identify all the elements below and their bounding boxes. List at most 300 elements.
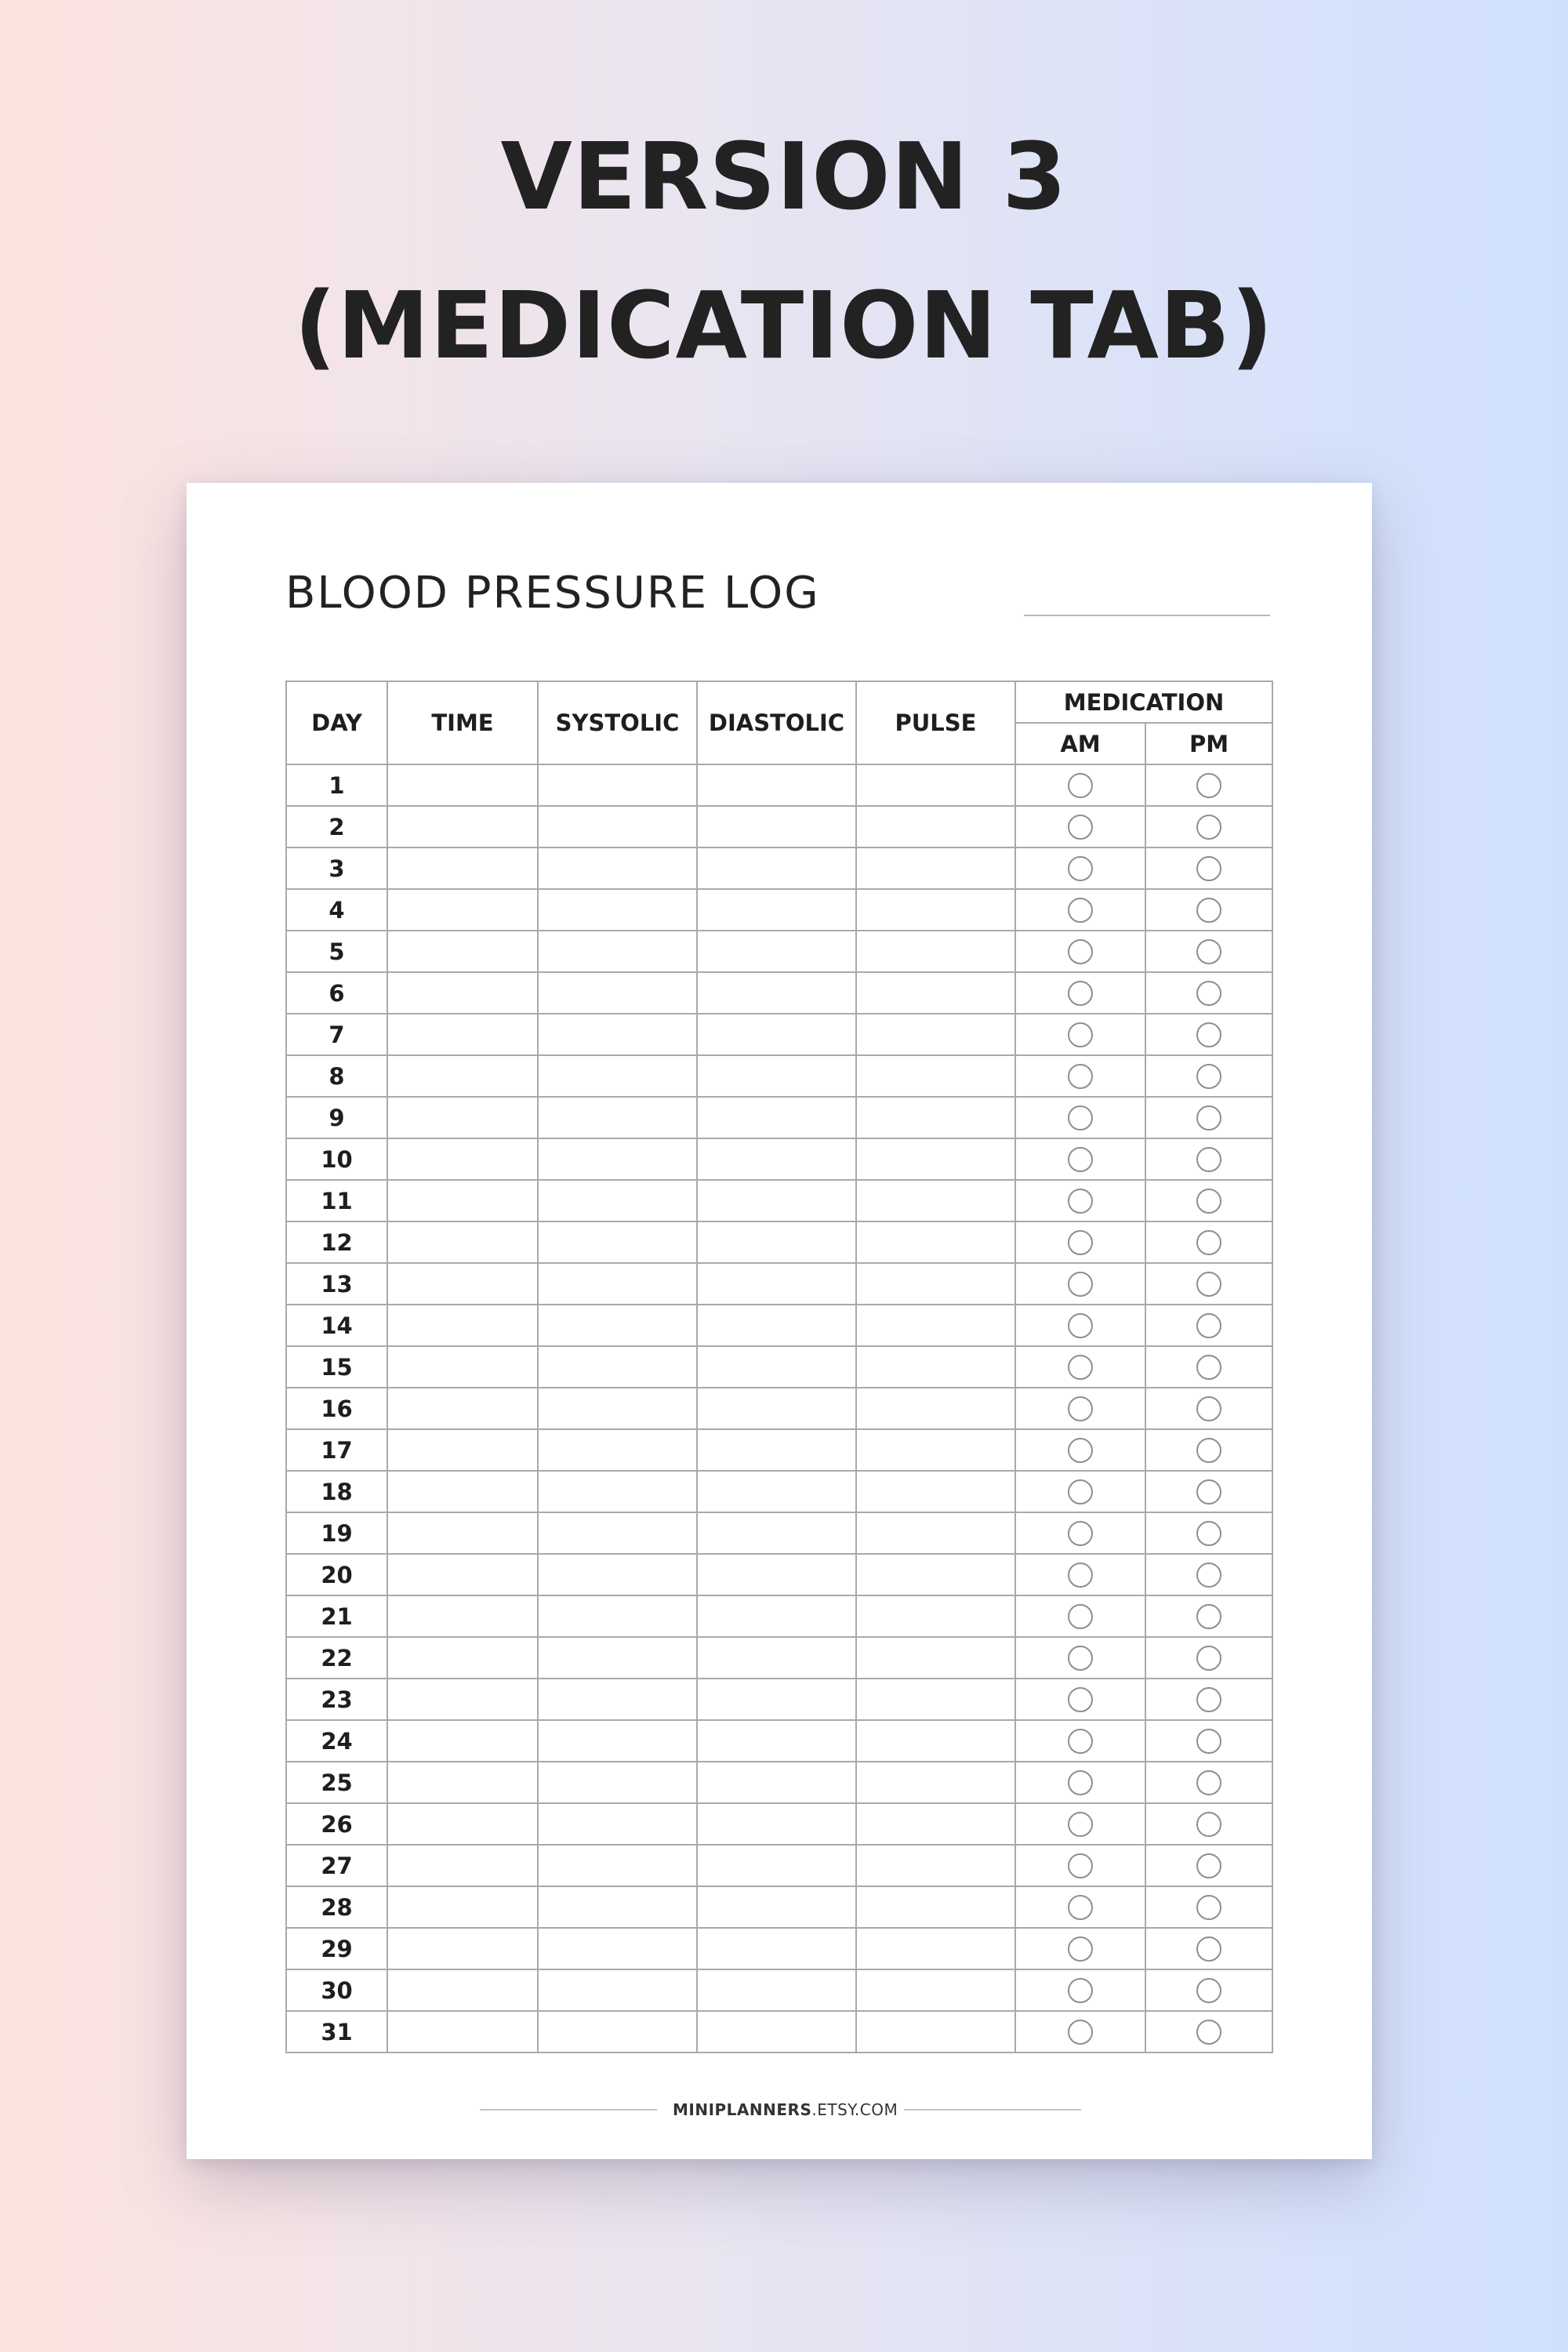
medication-am-checkbox[interactable] xyxy=(1068,939,1093,964)
time-cell[interactable] xyxy=(387,1263,538,1305)
time-cell[interactable] xyxy=(387,848,538,889)
table-row xyxy=(286,1388,1272,1429)
systolic-cell[interactable] xyxy=(538,1388,697,1429)
systolic-cell[interactable] xyxy=(538,889,697,931)
medication-am-checkbox[interactable] xyxy=(1068,981,1093,1006)
medication-am-cell xyxy=(1015,1762,1145,1803)
medication-pm-checkbox[interactable] xyxy=(1196,773,1221,798)
systolic-cell[interactable] xyxy=(538,1305,697,1346)
time-cell[interactable] xyxy=(387,1346,538,1388)
time-cell[interactable] xyxy=(387,1014,538,1055)
diastolic-cell[interactable] xyxy=(697,1720,856,1762)
medication-pm-cell xyxy=(1145,1014,1272,1055)
col-header-systolic: SYSTOLIC xyxy=(538,681,697,764)
medication-am-checkbox[interactable] xyxy=(1068,1355,1093,1380)
systolic-cell[interactable] xyxy=(538,1845,697,1886)
pulse-cell[interactable] xyxy=(856,2011,1015,2053)
day-number: 20 xyxy=(286,1554,387,1595)
medication-am-cell xyxy=(1015,1845,1145,1886)
diastolic-cell[interactable] xyxy=(697,1554,856,1595)
systolic-cell[interactable] xyxy=(538,1471,697,1512)
diastolic-cell[interactable] xyxy=(697,1886,856,1928)
table-row xyxy=(286,1180,1272,1221)
medication-pm-checkbox[interactable] xyxy=(1196,1396,1221,1421)
day-number: 31 xyxy=(286,2011,387,2053)
medication-pm-checkbox[interactable] xyxy=(1196,1105,1221,1131)
pulse-cell[interactable] xyxy=(856,1512,1015,1554)
pulse-cell[interactable] xyxy=(856,1803,1015,1845)
medication-am-checkbox[interactable] xyxy=(1068,773,1093,798)
time-cell[interactable] xyxy=(387,1138,538,1180)
systolic-cell[interactable] xyxy=(538,1720,697,1762)
diastolic-cell[interactable] xyxy=(697,1138,856,1180)
medication-pm-checkbox[interactable] xyxy=(1196,1230,1221,1255)
medication-am-checkbox[interactable] xyxy=(1068,1604,1093,1629)
medication-am-checkbox[interactable] xyxy=(1068,1105,1093,1131)
medication-am-checkbox[interactable] xyxy=(1068,1770,1093,1795)
medication-am-checkbox[interactable] xyxy=(1068,898,1093,923)
time-cell[interactable] xyxy=(387,931,538,972)
medication-pm-checkbox[interactable] xyxy=(1196,1812,1221,1837)
systolic-cell[interactable] xyxy=(538,1346,697,1388)
time-cell[interactable] xyxy=(387,1305,538,1346)
table-row xyxy=(286,972,1272,1014)
diastolic-cell[interactable] xyxy=(697,1305,856,1346)
day-number: 16 xyxy=(286,1388,387,1429)
day-number: 7 xyxy=(286,1014,387,1055)
diastolic-cell[interactable] xyxy=(697,1471,856,1512)
medication-am-checkbox[interactable] xyxy=(1068,1895,1093,1920)
medication-am-checkbox[interactable] xyxy=(1068,1438,1093,1463)
medication-am-checkbox[interactable] xyxy=(1068,856,1093,881)
diastolic-cell[interactable] xyxy=(697,1429,856,1471)
pulse-cell[interactable] xyxy=(856,1845,1015,1886)
systolic-cell[interactable] xyxy=(538,1554,697,1595)
pulse-cell[interactable] xyxy=(856,1429,1015,1471)
time-cell[interactable] xyxy=(387,1803,538,1845)
diastolic-cell[interactable] xyxy=(697,1221,856,1263)
medication-am-cell xyxy=(1015,1014,1145,1055)
medication-am-cell xyxy=(1015,1305,1145,1346)
medication-pm-checkbox[interactable] xyxy=(1196,1064,1221,1089)
time-cell[interactable] xyxy=(387,1969,538,2011)
col-header-day: DAY xyxy=(286,681,387,764)
medication-am-cell xyxy=(1015,1097,1145,1138)
footer-brand-rest: .ETSY.COM xyxy=(811,2100,898,2119)
medication-am-checkbox[interactable] xyxy=(1068,1812,1093,1837)
diastolic-cell[interactable] xyxy=(697,972,856,1014)
footer-brand-bold: MINIPLANNERS xyxy=(673,2100,812,2119)
medication-am-checkbox[interactable] xyxy=(1068,1563,1093,1588)
medication-am-cell xyxy=(1015,806,1145,848)
medication-am-checkbox[interactable] xyxy=(1068,2020,1093,2045)
medication-pm-checkbox[interactable] xyxy=(1196,1936,1221,1962)
medication-am-cell xyxy=(1015,931,1145,972)
time-cell[interactable] xyxy=(387,1679,538,1720)
medication-am-cell xyxy=(1015,2011,1145,2053)
diastolic-cell[interactable] xyxy=(697,1180,856,1221)
diastolic-cell[interactable] xyxy=(697,1014,856,1055)
title-write-in-line xyxy=(1024,615,1270,616)
medication-am-cell xyxy=(1015,972,1145,1014)
diastolic-cell[interactable] xyxy=(697,1512,856,1554)
medication-pm-checkbox[interactable] xyxy=(1196,1355,1221,1380)
medication-am-cell xyxy=(1015,1595,1145,1637)
diastolic-cell[interactable] xyxy=(697,806,856,848)
systolic-cell[interactable] xyxy=(538,848,697,889)
systolic-cell[interactable] xyxy=(538,1097,697,1138)
diastolic-cell[interactable] xyxy=(697,1263,856,1305)
medication-pm-cell xyxy=(1145,1305,1272,1346)
medication-am-cell xyxy=(1015,1221,1145,1263)
day-number: 25 xyxy=(286,1762,387,1803)
pulse-cell[interactable] xyxy=(856,1097,1015,1138)
medication-am-checkbox[interactable] xyxy=(1068,1147,1093,1172)
diastolic-cell[interactable] xyxy=(697,1097,856,1138)
table-header xyxy=(286,681,1272,764)
systolic-cell[interactable] xyxy=(538,764,697,806)
pulse-cell[interactable] xyxy=(856,848,1015,889)
pulse-cell[interactable] xyxy=(856,1928,1015,1969)
day-number: 29 xyxy=(286,1928,387,1969)
medication-pm-cell xyxy=(1145,1720,1272,1762)
col-header-diastolic: DIASTOLIC xyxy=(697,681,856,764)
medication-pm-cell xyxy=(1145,1554,1272,1595)
diastolic-cell[interactable] xyxy=(697,1388,856,1429)
medication-am-cell xyxy=(1015,1263,1145,1305)
pulse-cell[interactable] xyxy=(856,1720,1015,1762)
pulse-cell[interactable] xyxy=(856,1138,1015,1180)
headline xyxy=(0,102,1568,400)
diastolic-cell[interactable] xyxy=(697,1803,856,1845)
pulse-cell[interactable] xyxy=(856,1886,1015,1928)
pulse-cell[interactable] xyxy=(856,1263,1015,1305)
pulse-cell[interactable] xyxy=(856,972,1015,1014)
medication-pm-checkbox[interactable] xyxy=(1196,1563,1221,1588)
pulse-cell[interactable] xyxy=(856,806,1015,848)
medication-pm-checkbox[interactable] xyxy=(1196,1729,1221,1754)
medication-pm-cell xyxy=(1145,1803,1272,1845)
table-row xyxy=(286,848,1272,889)
medication-pm-checkbox[interactable] xyxy=(1196,1604,1221,1629)
medication-am-cell xyxy=(1015,764,1145,806)
medication-pm-cell xyxy=(1145,1388,1272,1429)
diastolic-cell[interactable] xyxy=(697,848,856,889)
time-cell[interactable] xyxy=(387,1762,538,1803)
systolic-cell[interactable] xyxy=(538,1595,697,1637)
day-number: 22 xyxy=(286,1637,387,1679)
medication-pm-cell xyxy=(1145,806,1272,848)
systolic-cell[interactable] xyxy=(538,1969,697,2011)
diastolic-cell[interactable] xyxy=(697,1969,856,2011)
table-row xyxy=(286,1429,1272,1471)
systolic-cell[interactable] xyxy=(538,2011,697,2053)
systolic-cell[interactable] xyxy=(538,1803,697,1845)
systolic-cell[interactable] xyxy=(538,1512,697,1554)
medication-pm-checkbox[interactable] xyxy=(1196,1687,1221,1712)
table-row xyxy=(286,1762,1272,1803)
day-number: 24 xyxy=(286,1720,387,1762)
table-row xyxy=(286,806,1272,848)
medication-pm-checkbox[interactable] xyxy=(1196,1978,1221,2003)
medication-pm-cell xyxy=(1145,1263,1272,1305)
pulse-cell[interactable] xyxy=(856,1595,1015,1637)
medication-pm-checkbox[interactable] xyxy=(1196,1022,1221,1047)
systolic-cell[interactable] xyxy=(538,1263,697,1305)
diastolic-cell[interactable] xyxy=(697,889,856,931)
diastolic-cell[interactable] xyxy=(697,1346,856,1388)
medication-am-checkbox[interactable] xyxy=(1068,1272,1093,1297)
medication-pm-cell xyxy=(1145,889,1272,931)
table-row xyxy=(286,1720,1272,1762)
medication-pm-cell xyxy=(1145,1512,1272,1554)
medication-pm-cell xyxy=(1145,1097,1272,1138)
table-row xyxy=(286,1679,1272,1720)
medication-am-cell xyxy=(1015,1679,1145,1720)
medication-pm-checkbox[interactable] xyxy=(1196,1770,1221,1795)
time-cell[interactable] xyxy=(387,1180,538,1221)
pulse-cell[interactable] xyxy=(856,1346,1015,1388)
medication-am-checkbox[interactable] xyxy=(1068,815,1093,840)
medication-pm-cell xyxy=(1145,1969,1272,2011)
time-cell[interactable] xyxy=(387,1221,538,1263)
day-number: 30 xyxy=(286,1969,387,2011)
time-cell[interactable] xyxy=(387,1845,538,1886)
table-row xyxy=(286,1138,1272,1180)
systolic-cell[interactable] xyxy=(538,1014,697,1055)
table-row xyxy=(286,1886,1272,1928)
time-cell[interactable] xyxy=(387,1928,538,1969)
time-cell[interactable] xyxy=(387,972,538,1014)
table-row xyxy=(286,1471,1272,1512)
table-row xyxy=(286,1055,1272,1097)
time-cell[interactable] xyxy=(387,1388,538,1429)
medication-pm-checkbox[interactable] xyxy=(1196,1853,1221,1878)
table-row xyxy=(286,1263,1272,1305)
medication-am-checkbox[interactable] xyxy=(1068,1396,1093,1421)
pulse-cell[interactable] xyxy=(856,1679,1015,1720)
systolic-cell[interactable] xyxy=(538,1679,697,1720)
medication-am-cell xyxy=(1015,1429,1145,1471)
col-header-time: TIME xyxy=(387,681,538,764)
medication-pm-checkbox[interactable] xyxy=(1196,939,1221,964)
pulse-cell[interactable] xyxy=(856,931,1015,972)
pulse-cell[interactable] xyxy=(856,1388,1015,1429)
diastolic-cell[interactable] xyxy=(697,1595,856,1637)
table-row xyxy=(286,1595,1272,1637)
systolic-cell[interactable] xyxy=(538,1886,697,1928)
medication-am-checkbox[interactable] xyxy=(1068,1646,1093,1671)
medication-pm-checkbox[interactable] xyxy=(1196,1272,1221,1297)
medication-am-cell xyxy=(1015,1471,1145,1512)
footer-rule-right xyxy=(904,2109,1081,2111)
systolic-cell[interactable] xyxy=(538,972,697,1014)
time-cell[interactable] xyxy=(387,1720,538,1762)
medication-am-cell xyxy=(1015,1969,1145,2011)
medication-am-checkbox[interactable] xyxy=(1068,1978,1093,2003)
day-number: 13 xyxy=(286,1263,387,1305)
systolic-cell[interactable] xyxy=(538,1429,697,1471)
medication-am-checkbox[interactable] xyxy=(1068,1022,1093,1047)
table-row xyxy=(286,889,1272,931)
medication-pm-checkbox[interactable] xyxy=(1196,1313,1221,1338)
medication-am-cell xyxy=(1015,889,1145,931)
medication-am-cell xyxy=(1015,1720,1145,1762)
medication-pm-cell xyxy=(1145,2011,1272,2053)
table-row xyxy=(286,1305,1272,1346)
diastolic-cell[interactable] xyxy=(697,2011,856,2053)
time-cell[interactable] xyxy=(387,889,538,931)
time-cell[interactable] xyxy=(387,1886,538,1928)
medication-pm-checkbox[interactable] xyxy=(1196,981,1221,1006)
pulse-cell[interactable] xyxy=(856,889,1015,931)
footer-rule-left xyxy=(480,2109,657,2111)
medication-am-checkbox[interactable] xyxy=(1068,1479,1093,1504)
medication-am-cell xyxy=(1015,1346,1145,1388)
medication-pm-checkbox[interactable] xyxy=(1196,856,1221,881)
medication-pm-checkbox[interactable] xyxy=(1196,1646,1221,1671)
time-cell[interactable] xyxy=(387,1554,538,1595)
systolic-cell[interactable] xyxy=(538,806,697,848)
medication-pm-cell xyxy=(1145,1346,1272,1388)
medication-am-checkbox[interactable] xyxy=(1068,1853,1093,1878)
sheet-footer xyxy=(187,2098,1372,2122)
medication-am-cell xyxy=(1015,1388,1145,1429)
time-cell[interactable] xyxy=(387,764,538,806)
pulse-cell[interactable] xyxy=(856,1014,1015,1055)
pulse-cell[interactable] xyxy=(856,1221,1015,1263)
medication-am-checkbox[interactable] xyxy=(1068,1189,1093,1214)
medication-pm-checkbox[interactable] xyxy=(1196,1189,1221,1214)
systolic-cell[interactable] xyxy=(538,1928,697,1969)
diastolic-cell[interactable] xyxy=(697,1637,856,1679)
col-header-pulse: PULSE xyxy=(856,681,1015,764)
time-cell[interactable] xyxy=(387,1097,538,1138)
time-cell[interactable] xyxy=(387,1429,538,1471)
diastolic-cell[interactable] xyxy=(697,1845,856,1886)
day-number: 3 xyxy=(286,848,387,889)
time-cell[interactable] xyxy=(387,1637,538,1679)
pulse-cell[interactable] xyxy=(856,1305,1015,1346)
systolic-cell[interactable] xyxy=(538,1221,697,1263)
medication-pm-cell xyxy=(1145,1055,1272,1097)
medication-pm-cell xyxy=(1145,1429,1272,1471)
medication-pm-cell xyxy=(1145,972,1272,1014)
medication-am-cell xyxy=(1015,1803,1145,1845)
pulse-cell[interactable] xyxy=(856,1637,1015,1679)
time-cell[interactable] xyxy=(387,1595,538,1637)
col-header-pm: PM xyxy=(1145,723,1272,764)
table-row xyxy=(286,2011,1272,2053)
medication-pm-checkbox[interactable] xyxy=(1196,1895,1221,1920)
medication-am-checkbox[interactable] xyxy=(1068,1936,1093,1962)
day-number: 9 xyxy=(286,1097,387,1138)
day-number: 10 xyxy=(286,1138,387,1180)
day-number: 26 xyxy=(286,1803,387,1845)
table-row xyxy=(286,1554,1272,1595)
col-header-medication: MEDICATION xyxy=(1015,681,1272,723)
time-cell[interactable] xyxy=(387,1471,538,1512)
diastolic-cell[interactable] xyxy=(697,1928,856,1969)
systolic-cell[interactable] xyxy=(538,1637,697,1679)
blood-pressure-log-table xyxy=(285,681,1273,2053)
medication-am-checkbox[interactable] xyxy=(1068,1521,1093,1546)
diastolic-cell[interactable] xyxy=(697,1679,856,1720)
pulse-cell[interactable] xyxy=(856,1471,1015,1512)
medication-am-cell xyxy=(1015,1138,1145,1180)
day-number: 1 xyxy=(286,764,387,806)
time-cell[interactable] xyxy=(387,1055,538,1097)
medication-am-checkbox[interactable] xyxy=(1068,1230,1093,1255)
pulse-cell[interactable] xyxy=(856,1180,1015,1221)
medication-am-checkbox[interactable] xyxy=(1068,1064,1093,1089)
medication-pm-cell xyxy=(1145,1180,1272,1221)
pulse-cell[interactable] xyxy=(856,1969,1015,2011)
table-row xyxy=(286,1014,1272,1055)
pulse-cell[interactable] xyxy=(856,764,1015,806)
medication-am-checkbox[interactable] xyxy=(1068,1313,1093,1338)
medication-pm-checkbox[interactable] xyxy=(1196,1521,1221,1546)
medication-am-checkbox[interactable] xyxy=(1068,1687,1093,1712)
medication-pm-checkbox[interactable] xyxy=(1196,1479,1221,1504)
table-row xyxy=(286,1845,1272,1886)
medication-pm-checkbox[interactable] xyxy=(1196,2020,1221,2045)
medication-am-cell xyxy=(1015,1180,1145,1221)
medication-am-cell xyxy=(1015,848,1145,889)
diastolic-cell[interactable] xyxy=(697,764,856,806)
medication-am-checkbox[interactable] xyxy=(1068,1729,1093,1754)
medication-pm-cell xyxy=(1145,1762,1272,1803)
table-row xyxy=(286,1097,1272,1138)
medication-pm-checkbox[interactable] xyxy=(1196,898,1221,923)
headline-line-2: (MEDICATION TAB) xyxy=(294,271,1274,379)
time-cell[interactable] xyxy=(387,806,538,848)
systolic-cell[interactable] xyxy=(538,931,697,972)
systolic-cell[interactable] xyxy=(538,1055,697,1097)
time-cell[interactable] xyxy=(387,2011,538,2053)
table-row xyxy=(286,1637,1272,1679)
systolic-cell[interactable] xyxy=(538,1180,697,1221)
medication-pm-checkbox[interactable] xyxy=(1196,1438,1221,1463)
day-number: 12 xyxy=(286,1221,387,1263)
medication-pm-cell xyxy=(1145,1221,1272,1263)
printable-sheet xyxy=(187,483,1372,2159)
time-cell[interactable] xyxy=(387,1512,538,1554)
systolic-cell[interactable] xyxy=(538,1138,697,1180)
pulse-cell[interactable] xyxy=(856,1055,1015,1097)
medication-am-cell xyxy=(1015,1928,1145,1969)
diastolic-cell[interactable] xyxy=(697,1762,856,1803)
medication-pm-cell xyxy=(1145,848,1272,889)
medication-pm-cell xyxy=(1145,931,1272,972)
diastolic-cell[interactable] xyxy=(697,1055,856,1097)
pulse-cell[interactable] xyxy=(856,1554,1015,1595)
medication-am-cell xyxy=(1015,1637,1145,1679)
medication-pm-cell xyxy=(1145,1845,1272,1886)
day-number: 18 xyxy=(286,1471,387,1512)
day-number: 8 xyxy=(286,1055,387,1097)
pulse-cell[interactable] xyxy=(856,1762,1015,1803)
medication-pm-checkbox[interactable] xyxy=(1196,1147,1221,1172)
medication-pm-checkbox[interactable] xyxy=(1196,815,1221,840)
day-number: 5 xyxy=(286,931,387,972)
table-row xyxy=(286,1803,1272,1845)
table-row xyxy=(286,1928,1272,1969)
medication-pm-cell xyxy=(1145,1595,1272,1637)
diastolic-cell[interactable] xyxy=(697,931,856,972)
medication-pm-cell xyxy=(1145,764,1272,806)
systolic-cell[interactable] xyxy=(538,1762,697,1803)
